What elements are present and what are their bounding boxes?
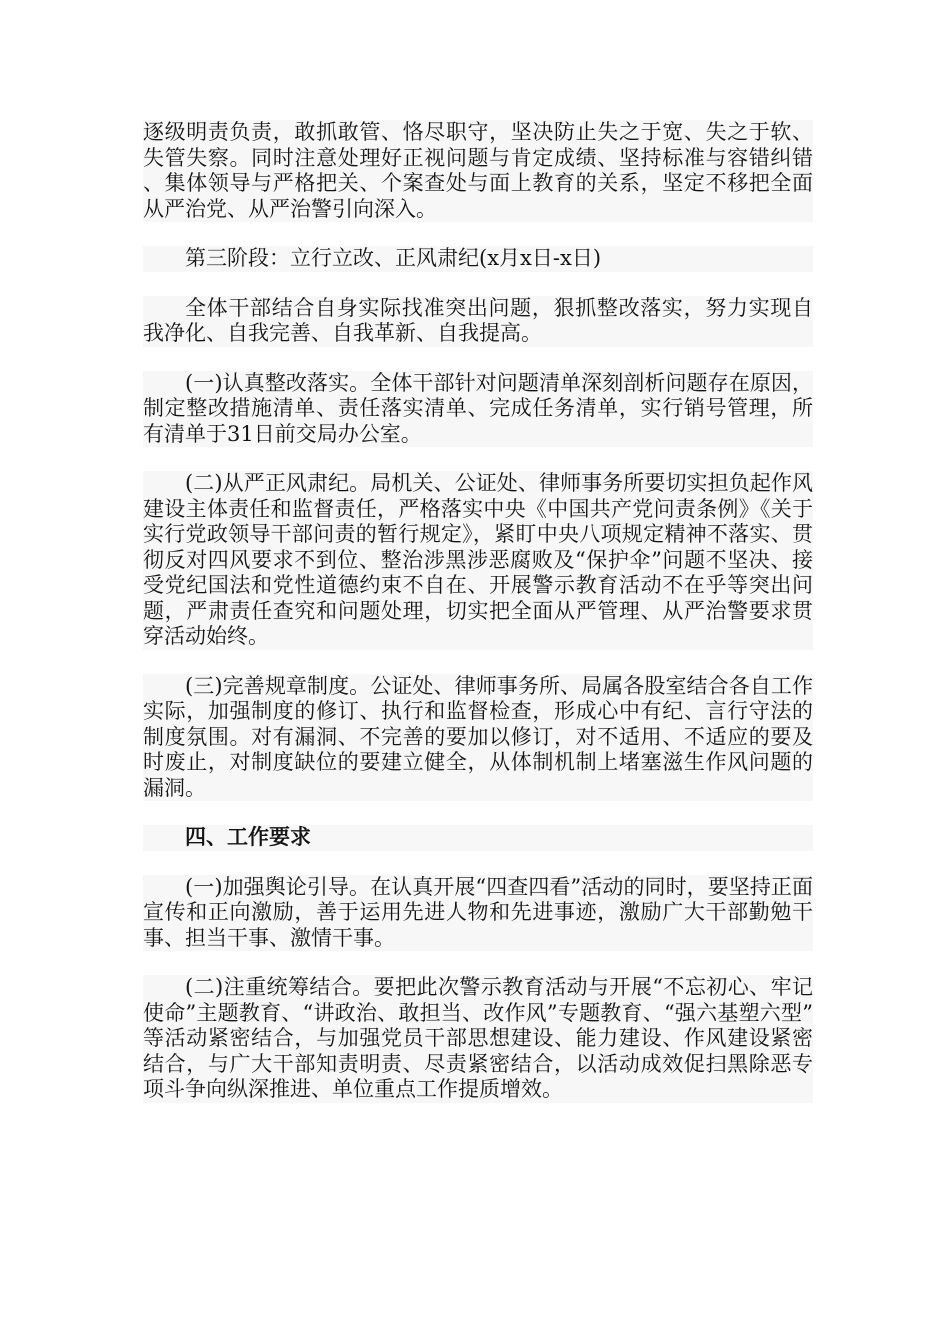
paragraph-public-opinion: (一)加强舆论引导。在认真开展“四查四看”活动的同时，要坚持正面宣传和正向激励，善于运用先进人物和先进事迹，激励广大干部勤勉干事、担当干事、激情干事。: [143, 874, 813, 950]
paragraph-spacer: [143, 851, 813, 875]
paragraph-spacer: [143, 801, 813, 825]
paragraph-accountability: 逐级明责负责，敢抓敢管、恪尽职守，坚决防止失之于宽、失之于软、失管失察。同时注意处理好正视问题与肯定成绩、坚持标准与容错纠错、集体领导与严格把关、个案查处与面上教育的关系，坚定不移把全面从严治党、从严治警引向深入。: [143, 120, 813, 221]
paragraph-spacer: [143, 222, 813, 246]
paragraph-spacer: [143, 272, 813, 296]
paragraph-spacer: [143, 347, 813, 371]
section-heading-work-requirements: 四、工作要求: [143, 825, 813, 851]
paragraph-discipline: (二)从严正风肃纪。局机关、公证处、律师事务所要切实担负起作风建设主体责任和监督责任，严格落实中央《中国共产党问责条例》《关于实行党政领导干部问责的暂行规定》，紧盯中央八项规定精神不落实、贯彻反对四风要求不到位、整治涉黑涉恶腐败及“保护伞”问题不坚决、接受党纪国法和党性道德约束不自在、开展警示教育活动不在乎等突出问题，严肃责任查究和问题处理，切实把全面从严管理、从严治警要求贯穿活动始终。: [143, 471, 813, 648]
stage-three-title: 第三阶段：立行立改、正风肃纪(x月x日-x日): [143, 246, 813, 272]
paragraph-stage-three-intro: 全体干部结合自身实际找准突出问题，狠抓整改落实，努力实现自我净化、自我完善、自我革新、自我提高。: [143, 295, 813, 345]
paragraph-spacer: [143, 951, 813, 975]
paragraph-spacer: [143, 650, 813, 674]
paragraph-rectification: (一)认真整改落实。全体干部针对问题清单深刻剖析问题存在原因，制定整改措施清单、责任落实清单、完成任务清单，实行销号管理，所有清单于31日前交局办公室。: [143, 370, 813, 446]
paragraph-coordination: (二)注重统筹结合。要把此次警示教育活动与开展“不忘初心、牢记使命”主题教育、“讲政治、敢担当、改作风”专题教育、“强六基塑六型”等活动紧密结合，与加强党员干部思想建设、能力建设、作风建设紧密结合，与广大干部知责明责、尽责紧密结合，以活动成效促扫黑除恶专项斗争向纵深推进、单位重点工作提质增效。: [143, 975, 813, 1101]
paragraph-spacer: [143, 447, 813, 471]
document-body: [143, 120, 813, 1103]
paragraph-regulations: (三)完善规章制度。公证处、律师事务所、局属各股室结合各自工作实际，加强制度的修订、执行和监督检查，形成心中有纪、言行守法的制度氛围。对有漏洞、不完善的要加以修订，对不适用、不适应的要及时废止，对制度缺位的要建立健全，从体制机制上堵塞滋生作风问题的漏洞。: [143, 673, 813, 800]
